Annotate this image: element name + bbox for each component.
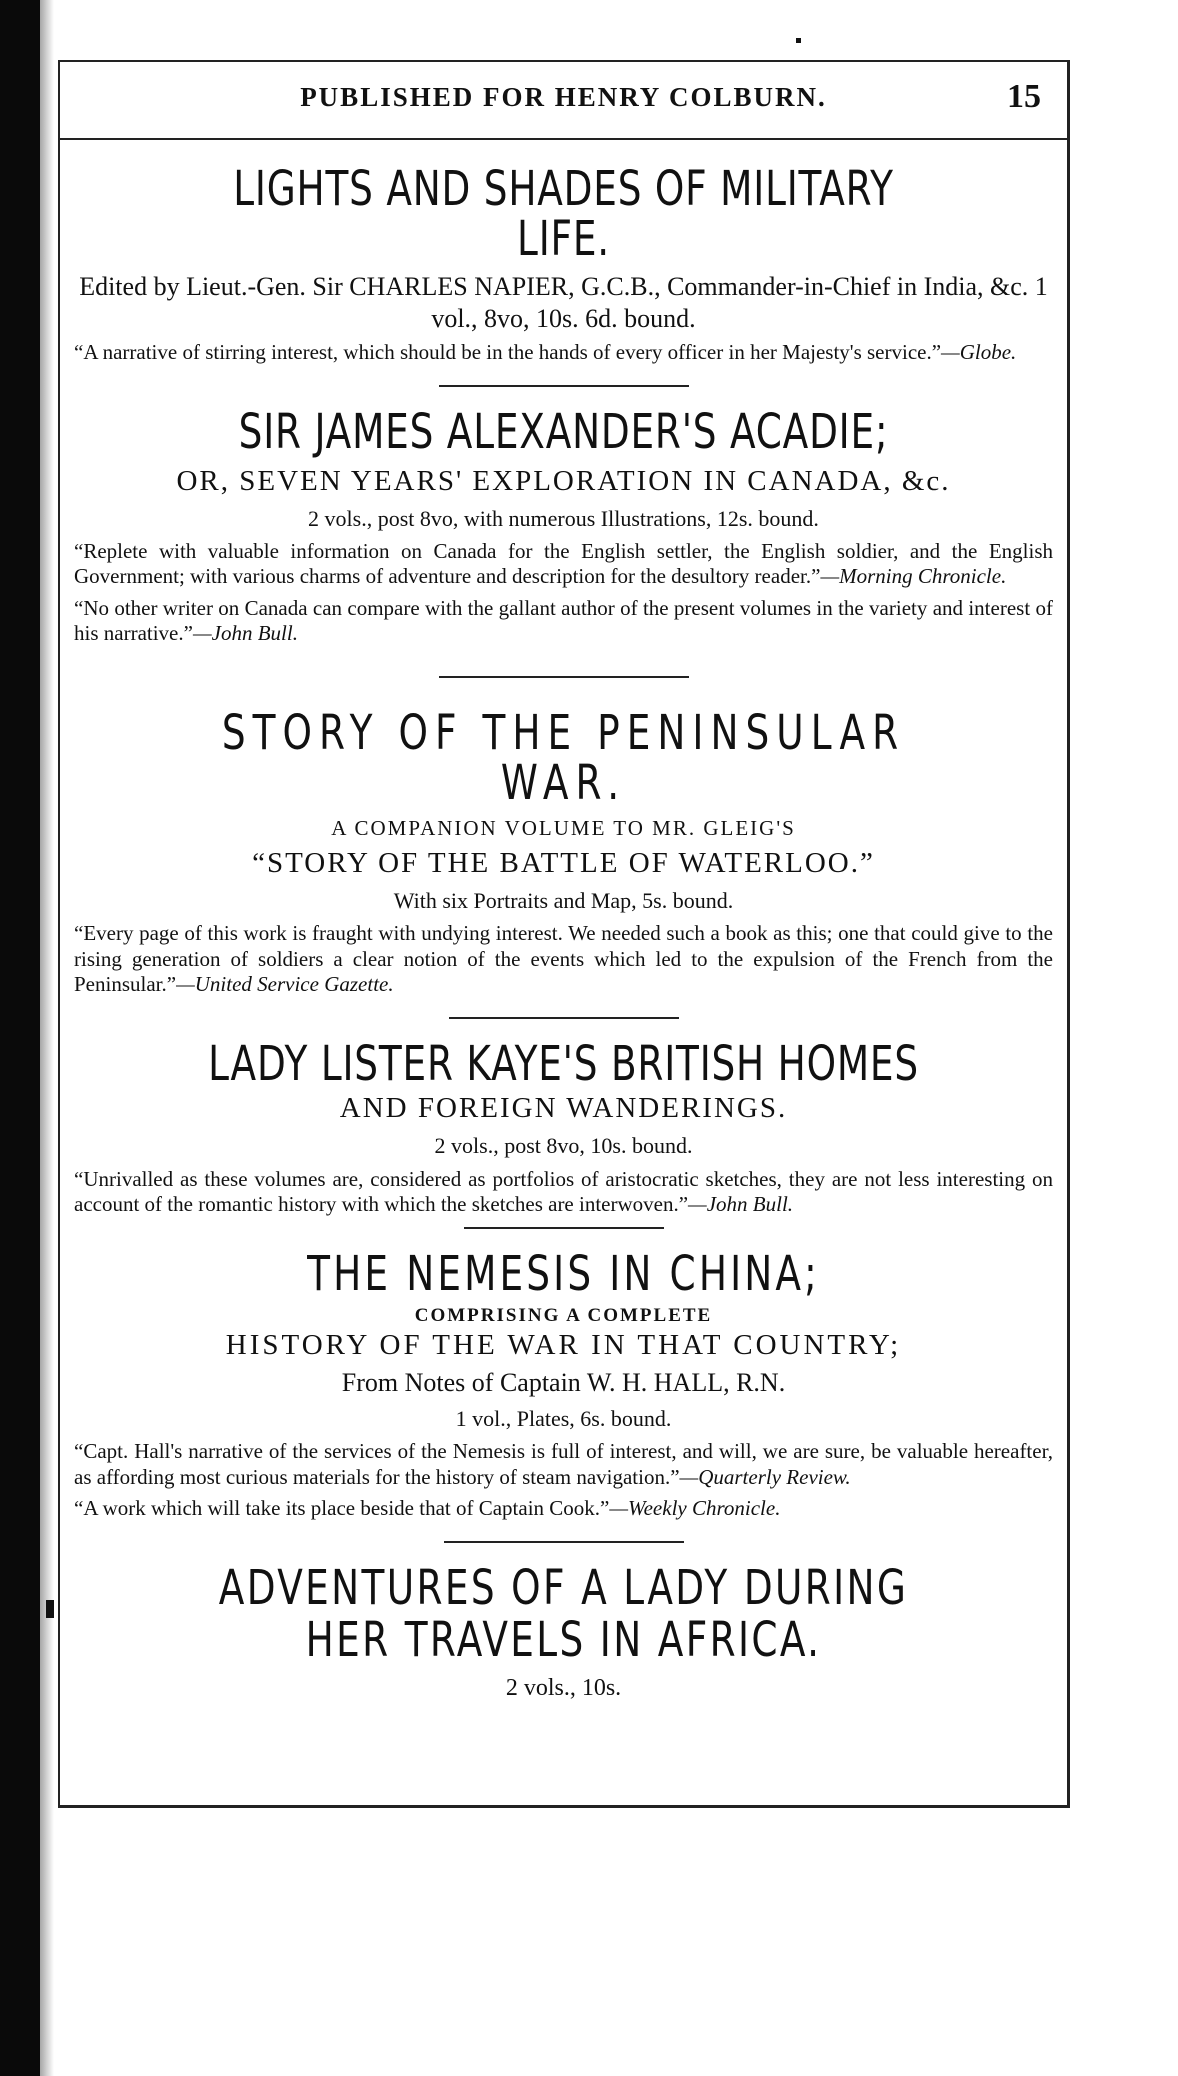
entry-title: ADVENTURES OF A LADY DURING HER TRAVELS IN AFRICA. <box>218 1559 909 1668</box>
entry-edition: With six Portraits and Map, 5s. bound. <box>393 887 734 913</box>
section-divider <box>439 676 689 678</box>
review-quote <box>74 1167 1053 1217</box>
entry-title: SIR JAMES ALEXANDER'S ACADIE; <box>238 404 889 461</box>
quote-source: —Morning Chronicle. <box>820 564 1007 589</box>
entry-edition: 2 vols., post 8vo, with numerous Illustrations, 12s. bound. <box>308 505 819 531</box>
entry-nemesis-china <box>74 1246 1053 1521</box>
review-quote <box>74 921 1053 997</box>
quote-text: “No other writer on Canada can compare with the gallant author of the present volumes in the variety and interest of his narrative.” <box>74 595 1053 645</box>
entry-subtitle-small: A COMPANION VOLUME TO MR. GLEIG'S <box>331 815 796 840</box>
binding-gutter <box>0 0 40 2076</box>
entry-lady-africa <box>74 1559 1053 1704</box>
quote-source: —John Bull. <box>688 1191 794 1216</box>
page-frame <box>58 60 1070 1808</box>
entry-military-life <box>74 161 1053 365</box>
quote-text: “Unrivalled as these volumes are, considered as portfolios of aristocratic sketches, they are not less interesting on account of the romantic history with which the sketches are interwoven.” <box>74 1166 1053 1216</box>
quote-text: “A work which will take its place beside that of Captain Cook.” <box>74 1495 610 1520</box>
ink-mark <box>46 1600 54 1618</box>
entry-title: LADY LISTER KAYE'S BRITISH HOMES <box>208 1035 919 1092</box>
review-quote <box>74 1496 1053 1521</box>
review-quote <box>74 1439 1053 1489</box>
entry-title: THE NEMESIS IN CHINA; <box>307 1246 820 1303</box>
entry-subtitle: OR, SEVEN YEARS' EXPLORATION IN CANADA, &c. <box>176 464 951 497</box>
ink-mark <box>796 38 801 43</box>
quote-source: —Weekly Chronicle. <box>609 1495 781 1520</box>
quote-text: “Capt. Hall's narrative of the services of the Nemesis is full of interest, and will, we are sure, be valuable hereafter, as affording most curious materials for the history of steam navigation.” <box>74 1439 1053 1489</box>
quote-source: —John Bull. <box>192 620 298 645</box>
entry-british-homes <box>74 1035 1053 1217</box>
review-quote <box>74 539 1053 589</box>
entry-acadie <box>74 404 1053 646</box>
running-head-title: PUBLISHED FOR HENRY COLBURN. <box>300 82 827 112</box>
entry-subtitle: “STORY OF THE BATTLE OF WATERLOO.” <box>252 847 875 880</box>
entry-subtitle: AND FOREIGN WANDERINGS. <box>339 1092 788 1125</box>
review-quote <box>74 340 1053 365</box>
quote-source: —Quarterly Review. <box>679 1464 851 1489</box>
entry-credit: Edited by Lieut.-Gen. Sir CHARLES NAPIER, G.C.B., Commander-in-Chief in India, &c. 1 vol., 8vo, 10s. 6d. bound. <box>79 271 1048 333</box>
quote-text: “Replete with valuable information on Canada for the English settler, the English soldier, and the English Government; with various charms of adventure and description for the desultory reader.” <box>74 539 1053 589</box>
entry-credit: From Notes of Captain W. H. HALL, R.N. <box>341 1368 786 1397</box>
entry-title: LIGHTS AND SHADES OF MILITARY LIFE. <box>233 161 894 268</box>
page-number: 15 <box>1007 78 1041 115</box>
section-divider <box>439 385 689 387</box>
quote-text: “Every page of this work is fraught with undying interest. We needed such a book as this; one that could give to the rising generation of soldiers a clear notion of the events which led to the expulsion of the French from the Peninsular.” <box>74 921 1053 996</box>
entry-edition: 2 vols., 10s. <box>505 1674 622 1701</box>
entry-subtitle: HISTORY OF THE WAR IN THAT COUNTRY; <box>225 1329 902 1362</box>
review-quote <box>74 596 1053 646</box>
entry-edition: 2 vols., post 8vo, 10s. bound. <box>434 1133 693 1159</box>
quote-source: —United Service Gazette. <box>176 971 394 996</box>
quote-text: “A narrative of stirring interest, which should be in the hands of every officer in her Majesty's service.” <box>74 340 942 365</box>
advertisement-listing <box>74 138 1053 1704</box>
section-divider <box>464 1227 664 1229</box>
entry-peninsular-war <box>74 704 1053 997</box>
quote-source: —Globe. <box>941 340 1017 365</box>
section-divider <box>444 1541 684 1543</box>
section-divider <box>449 1017 679 1019</box>
entry-title: STORY OF THE PENINSULAR WAR. <box>221 704 906 812</box>
entry-subtitle-small: COMPRISING A COMPLETE <box>414 1304 713 1326</box>
entry-edition: 1 vol., Plates, 6s. bound. <box>455 1405 672 1431</box>
running-head <box>60 62 1067 140</box>
